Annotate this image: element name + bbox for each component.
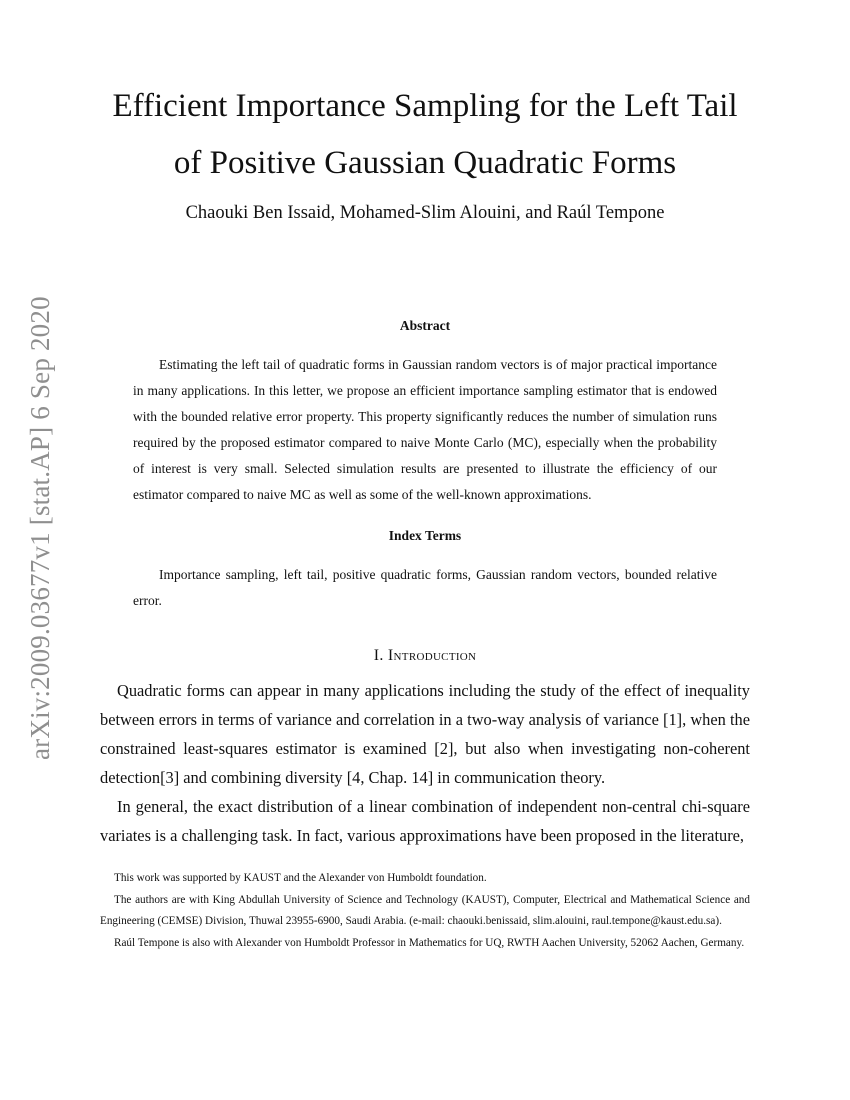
title-line-2: of Positive Gaussian Quadratic Forms (173, 145, 677, 181)
body-paragraph-1: Quadratic forms can appear in many applications including the study of the effect of inequality between errors in terms of variance and correlation in a two-way analysis of variance [1], when the constrained least-squares estimator is examined [2], but also when investigating non-coherent detection[3] and combining diversity [4, Chap. 14] in communication theory. (100, 681, 750, 787)
body-paragraph-2: In general, the exact distribution of a linear combination of independent non-central chi-square variates is a challenging task. In fact, various approximations have been proposed in the literature, (100, 797, 750, 845)
footnote-affiliation: The authors are with King Abdullah University of Science and Technology (KAUST), Computer, Electrical and Mathematical Science and Engineering (CEMSE) Division, Thuwal 23955-6900, Saudi Arabia. (e-mail: chaouki.benissaid, slim.alouini, raul.tempone@kaust.edu.sa). (100, 893, 750, 927)
abstract-text: Estimating the left tail of quadratic forms in Gaussian random vectors is of major practical importance in many applications. In this letter, we propose an efficient importance sampling estimator that is endowed with the bounded relative error property. This property significantly reduces the number of simulation runs required by the proposed estimator compared to naive Monte Carlo (MC), especially when the probability of interest is very small. Selected simulation results are presented to illustrate the efficiency of our estimator compared to naive MC as well as some of the well-known approximations. (133, 357, 717, 502)
introduction-body (100, 676, 750, 850)
footnotes (100, 868, 750, 954)
footnote-funding: This work was supported by KAUST and the Alexander von Humboldt foundation. (114, 872, 487, 884)
paper-title (80, 78, 770, 192)
abstract-heading: Abstract (399, 318, 451, 333)
section-title: Introduction (387, 647, 477, 664)
section-numeral: I. (373, 647, 388, 664)
author-list: Chaouki Ben Issaid, Mohamed-Slim Alouini, and Raúl Tempone (185, 203, 665, 223)
footnote-tempone: Raúl Tempone is also with Alexander von Humboldt Professor in Mathematics for UQ, RWTH Aachen University, 52062 Aachen, Germany. (114, 936, 745, 949)
introduction-heading (80, 645, 770, 667)
title-line-1: Efficient Importance Sampling for the Left Tail (112, 88, 738, 124)
index-terms-heading: Index Terms (388, 528, 462, 543)
index-terms-text: Importance sampling, left tail, positive quadratic forms, Gaussian random vectors, bounded relative error. (133, 567, 717, 608)
arxiv-identifier-stamp: arXiv:2009.03677v1 [stat.AP] 6 Sep 2020 (25, 296, 55, 760)
